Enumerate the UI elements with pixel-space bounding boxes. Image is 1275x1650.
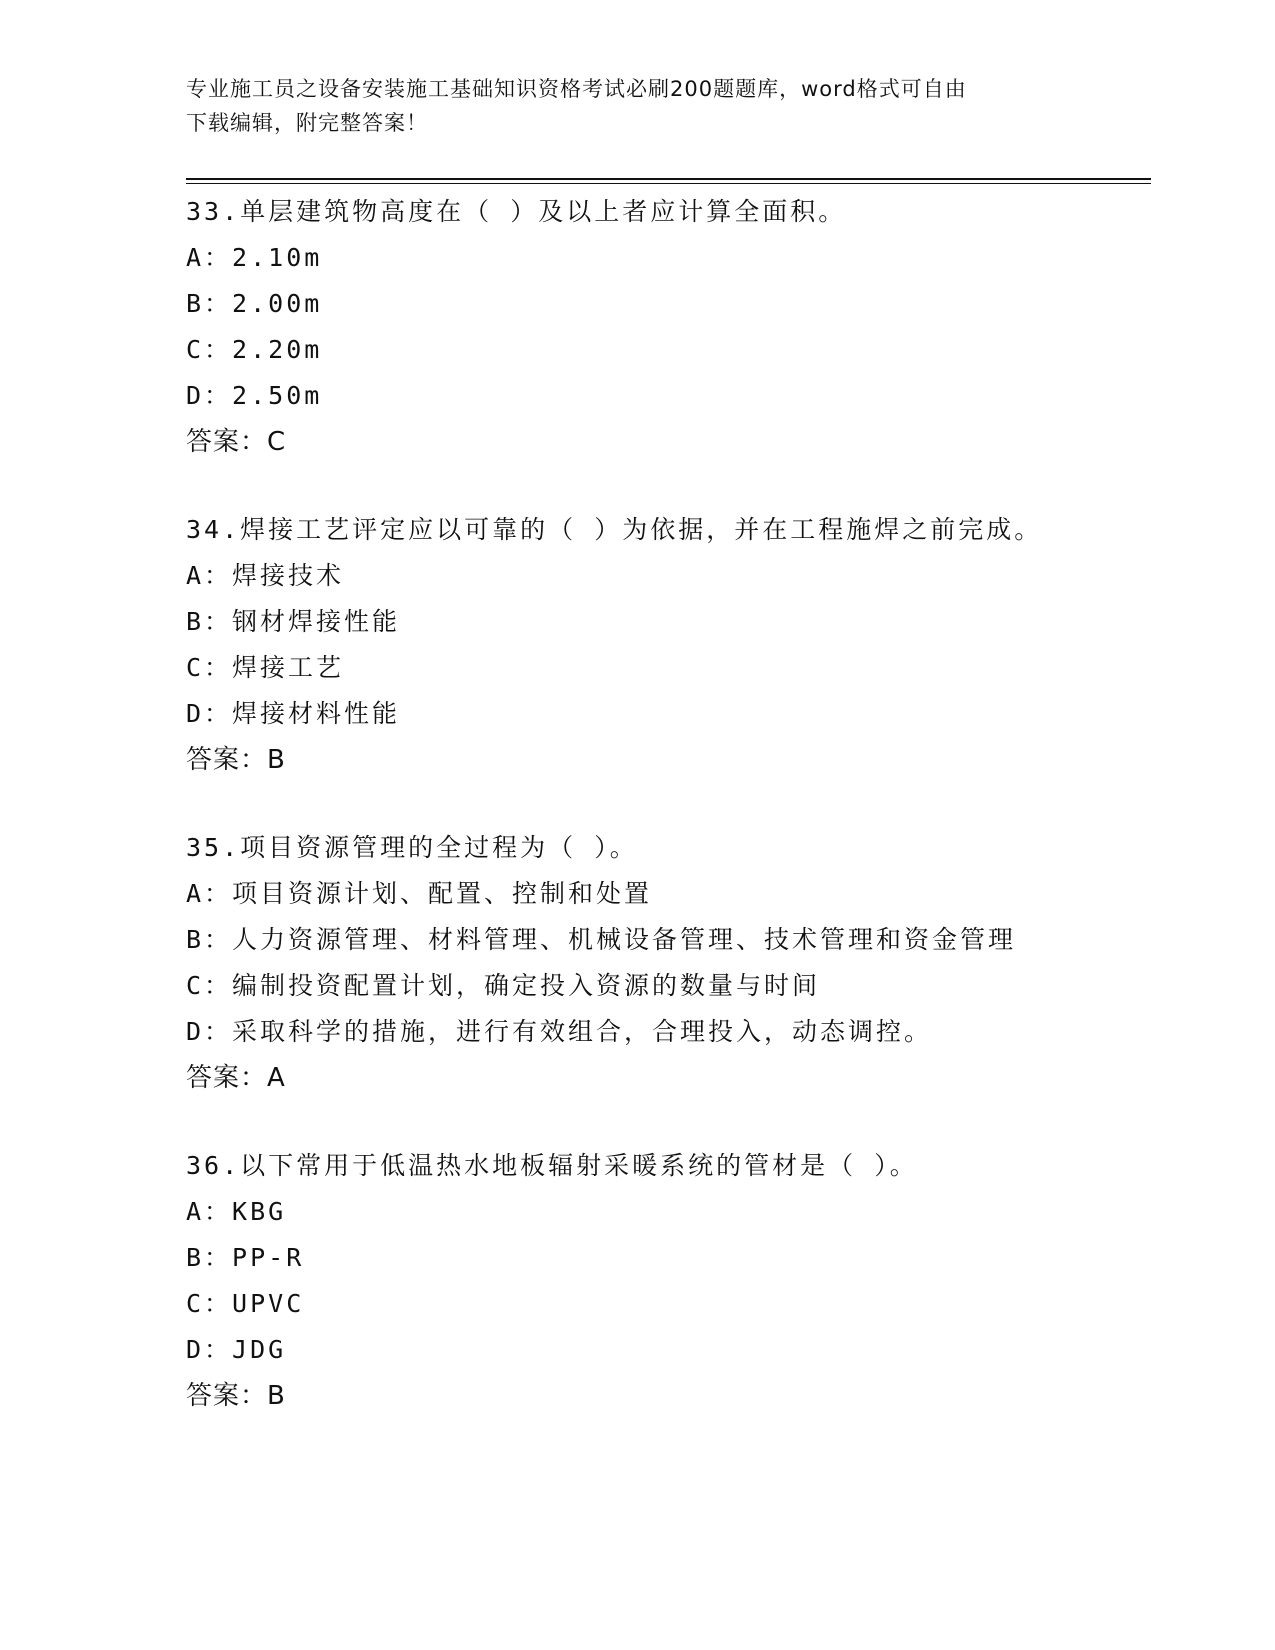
header-divider-thick [186, 178, 1151, 180]
answer: 答案：A [186, 1063, 286, 1093]
question-stem: 33.单层建筑物高度在（ ）及以上者应计算全面积。 [186, 197, 847, 226]
option-a: A：项目资源计划、配置、控制和处置 [186, 879, 653, 908]
option-c: C：焊接工艺 [186, 653, 345, 682]
answer: 答案：B [186, 1381, 286, 1411]
answer: 答案：C [186, 427, 287, 457]
question-33 [186, 189, 1151, 507]
option-c: C：UPVC [186, 1289, 305, 1318]
question-stem: 35.项目资源管理的全过程为（ ）。 [186, 833, 638, 862]
option-a: A：焊接技术 [186, 561, 345, 590]
option-a: A：2.10m [186, 243, 323, 272]
option-b: B：钢材焊接性能 [186, 607, 401, 636]
header-divider-thin [186, 183, 1151, 184]
question-34 [186, 507, 1151, 825]
option-b: B：2.00m [186, 289, 323, 318]
option-d: D：采取科学的措施，进行有效组合，合理投入，动态调控。 [186, 1017, 933, 1046]
question-stem: 34.焊接工艺评定应以可靠的（ ）为依据，并在工程施焊之前完成。 [186, 515, 1043, 544]
option-d: D：JDG [186, 1335, 287, 1364]
header-line-2: 下载编辑，附完整答案！ [186, 111, 428, 135]
document-header [186, 72, 1066, 140]
question-list [186, 189, 1151, 1461]
header-line-1: 专业施工员之设备安装施工基础知识资格考试必刷200题题库，word格式可自由 [186, 77, 967, 101]
answer: 答案：B [186, 745, 286, 775]
question-stem: 36.以下常用于低温热水地板辐射采暖系统的管材是（ ）。 [186, 1151, 918, 1180]
option-a: A：KBG [186, 1197, 287, 1226]
option-c: C：2.20m [186, 335, 323, 364]
question-35 [186, 825, 1151, 1143]
option-c: C：编制投资配置计划，确定投入资源的数量与时间 [186, 971, 821, 1000]
option-b: B：PP-R [186, 1243, 305, 1272]
option-d: D：焊接材料性能 [186, 699, 401, 728]
option-d: D：2.50m [186, 381, 323, 410]
question-36 [186, 1143, 1151, 1461]
option-b: B：人力资源管理、材料管理、机械设备管理、技术管理和资金管理 [186, 925, 1017, 954]
